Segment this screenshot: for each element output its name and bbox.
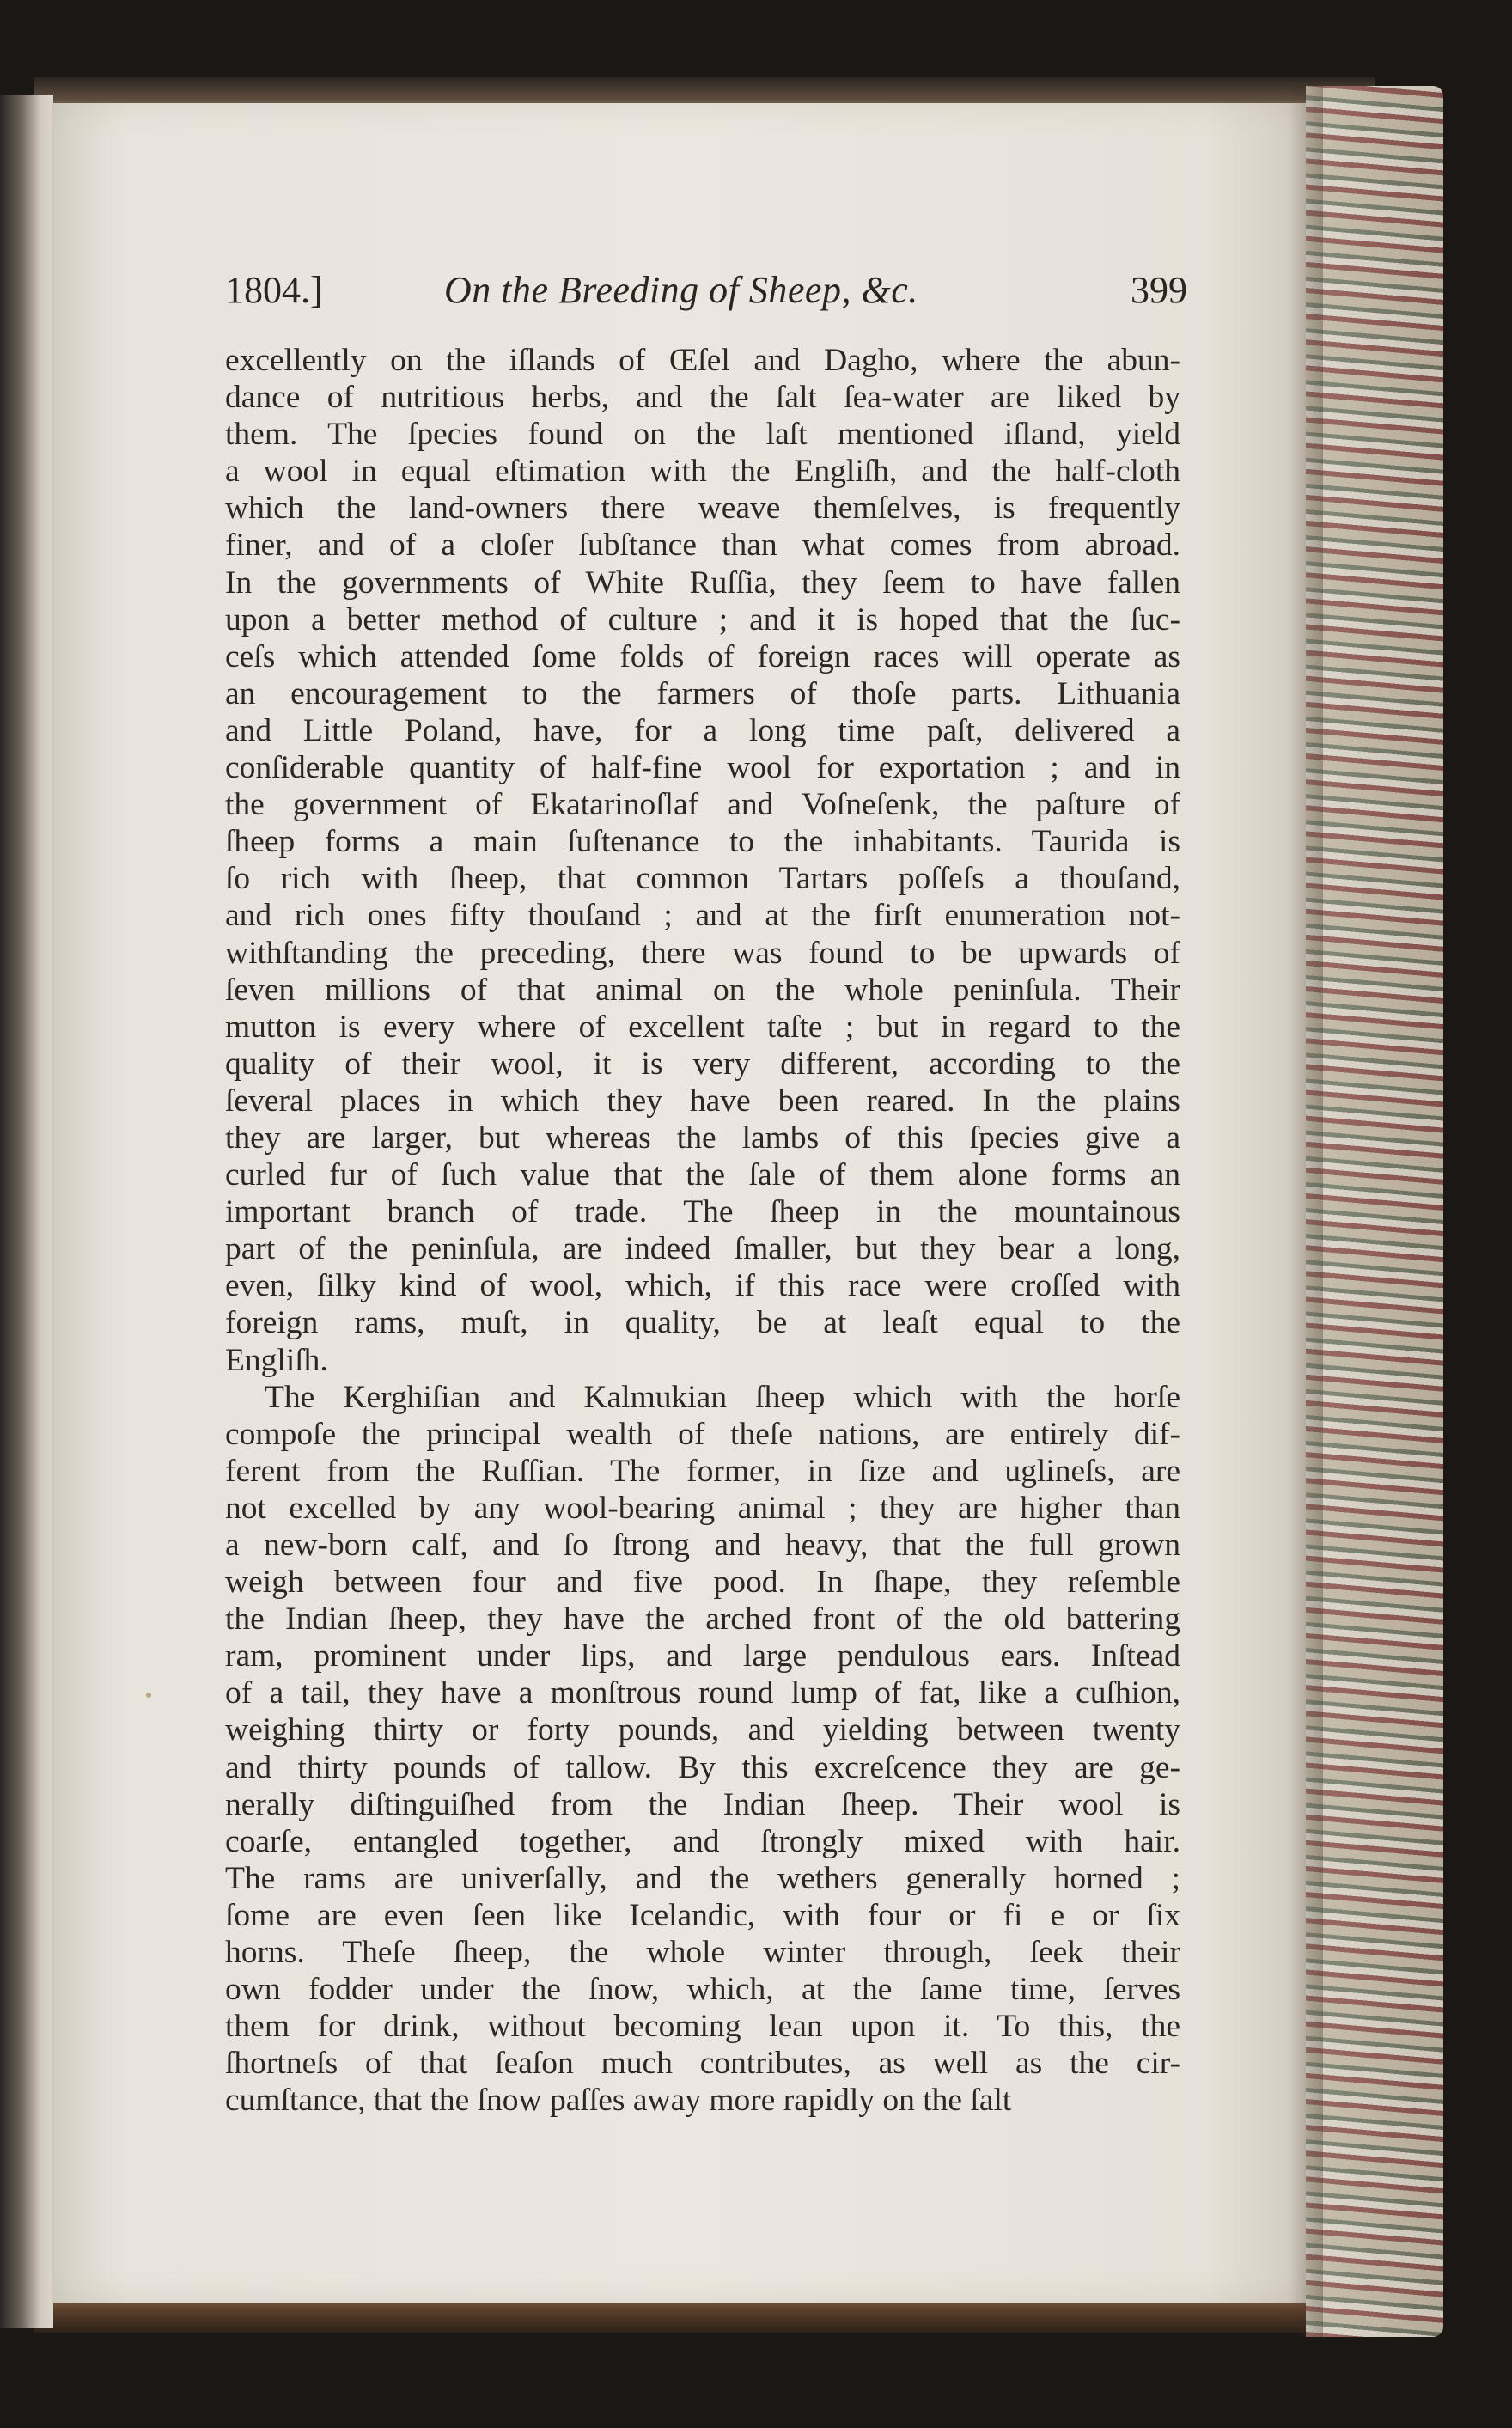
text-line: and Little Poland, have, for a long time paſt, delivered a (225, 712, 1180, 748)
text-line: withſtanding the preceding, there was found to be upwards of (225, 935, 1180, 971)
text-line: the government of Ekatarinoſlaf and Voſneſenk, the paſture of (225, 787, 1180, 823)
text-line: ferent from the Ruſſian. The former, in ſize and uglineſs, are (225, 1453, 1180, 1489)
text-line: ceſs which attended ſome folds of foreign races will operate as (225, 638, 1180, 674)
text-line: part of the peninſula, are indeed ſmaller, but they bear a long, (225, 1231, 1180, 1267)
page-number: 399 (1131, 269, 1187, 311)
text-line: which the land-owners there weave themſelves, is frequently (225, 491, 1180, 527)
text-line: ſome are even ſeen like Icelandic, with four or fi e or ſix (225, 1897, 1180, 1933)
marbled-page-edges (1306, 86, 1443, 2337)
text-line: weighing thirty or forty pounds, and yielding between twenty (225, 1712, 1180, 1748)
text-line: conſiderable quantity of half-fine wool for exportation ; and in (225, 750, 1180, 786)
text-line: a new-born calf, and ſo ſtrong and heavy, that the full grown (225, 1528, 1180, 1563)
text-line: own fodder under the ſnow, which, at the ſame time, ſerves (225, 1972, 1180, 2008)
text-line: ſeveral places in which they have been reared. In the plains (225, 1083, 1180, 1119)
page-blemish (146, 1693, 151, 1698)
text-line: excellently on the iſlands of Œſel and Dagho, where the abun- (225, 343, 1180, 378)
text-line: foreign rams, muſt, in quality, be at leaſt equal to the (225, 1305, 1180, 1341)
text-line: ſhortneſs of that ſeaſon much contributes, as well as the cir- (225, 2046, 1180, 2082)
facing-page-edge (0, 95, 53, 2328)
text-line: dance of nutritious herbs, and the ſalt ſea-water are liked by (225, 380, 1180, 416)
running-title: On the Breeding of Sheep, &c. (444, 269, 918, 311)
text-line: ſo rich with ſheep, that common Tartars poſſeſs a thouſand, (225, 861, 1180, 897)
text-line: and rich ones fifty thouſand ; and at the firſt enumeration not- (225, 898, 1180, 934)
text-line: quality of their wool, it is very different, according to the (225, 1046, 1180, 1082)
text-line: In the governments of White Ruſſia, they ſeem to have fallen (225, 564, 1180, 601)
text-line: them. The ſpecies found on the laſt mentioned iſland, yield (225, 417, 1180, 453)
text-line: even, ſilky kind of wool, which, if this race were croſſed with (225, 1268, 1180, 1304)
text-line: and thirty pounds of tallow. By this excreſcence they are ge- (225, 1749, 1180, 1785)
body-text (225, 342, 1180, 2120)
text-line: they are larger, but whereas the lambs of this ſpecies give a (225, 1119, 1180, 1156)
text-line: the Indian ſheep, they have the arched front of the old battering (225, 1601, 1180, 1638)
text-line: cumſtance, that the ſnow paſſes away more rapidly on the ſalt (225, 2083, 1012, 2119)
text-line: compoſe the principal wealth of theſe nations, are entirely dif- (225, 1416, 1180, 1452)
text-line: them for drink, without becoming lean upon it. To this, the (225, 2009, 1180, 2045)
text-line: important branch of trade. The ſheep in the mountainous (225, 1194, 1180, 1230)
text-line: horns. Theſe ſheep, the whole winter through, ſeek their (225, 1935, 1180, 1971)
text-line: not excelled by any wool-bearing animal ; they are higher than (225, 1490, 1180, 1526)
text-line: a wool in equal eſtimation with the Engliſh, and the half-cloth (225, 454, 1180, 490)
text-line: ram, prominent under lips, and large pendulous ears. Inſtead (225, 1638, 1180, 1675)
text-line: ſheep forms a main ſuſtenance to the inhabitants. Taurida is (225, 824, 1180, 860)
text-line: The Kerghiſian and Kalmukian ſheep which with the horſe (265, 1379, 1180, 1415)
text-line: curled fur of ſuch value that the ſale of them alone forms an (225, 1157, 1180, 1193)
text-line: upon a better method of culture ; and it is hoped that the ſuc- (225, 601, 1180, 638)
paragraph (225, 342, 1180, 1379)
text-line: nerally diſtinguiſhed from the Indian ſheep. Their wool is (225, 1786, 1180, 1822)
text-line: mutton is every where of excellent taſte ; but in regard to the (225, 1009, 1180, 1045)
text-line: coarſe, entangled together, and ſtrongly mixed with hair. (225, 1823, 1180, 1859)
text-line: Engliſh. (225, 1342, 328, 1378)
text-line: ſeven millions of that animal on the whole peninſula. Their (225, 972, 1180, 1008)
text-line: weigh between four and five pood. In ſhape, they reſemble (225, 1565, 1180, 1601)
header-year: 1804.] (225, 269, 323, 311)
running-header (225, 268, 1187, 320)
page-gutter-shadow (1289, 86, 1323, 2337)
text-line: finer, and of a cloſer ſubſtance than what comes from abroad. (225, 528, 1180, 564)
paragraph (225, 1379, 1180, 2120)
text-line: an encouragement to the farmers of thoſe parts. Lithuania (225, 675, 1180, 711)
text-line: of a tail, they have a monſtrous round lump of fat, like a cuſhion, (225, 1675, 1180, 1711)
text-line: The rams are univerſally, and the wethers generally horned ; (225, 1860, 1180, 1896)
